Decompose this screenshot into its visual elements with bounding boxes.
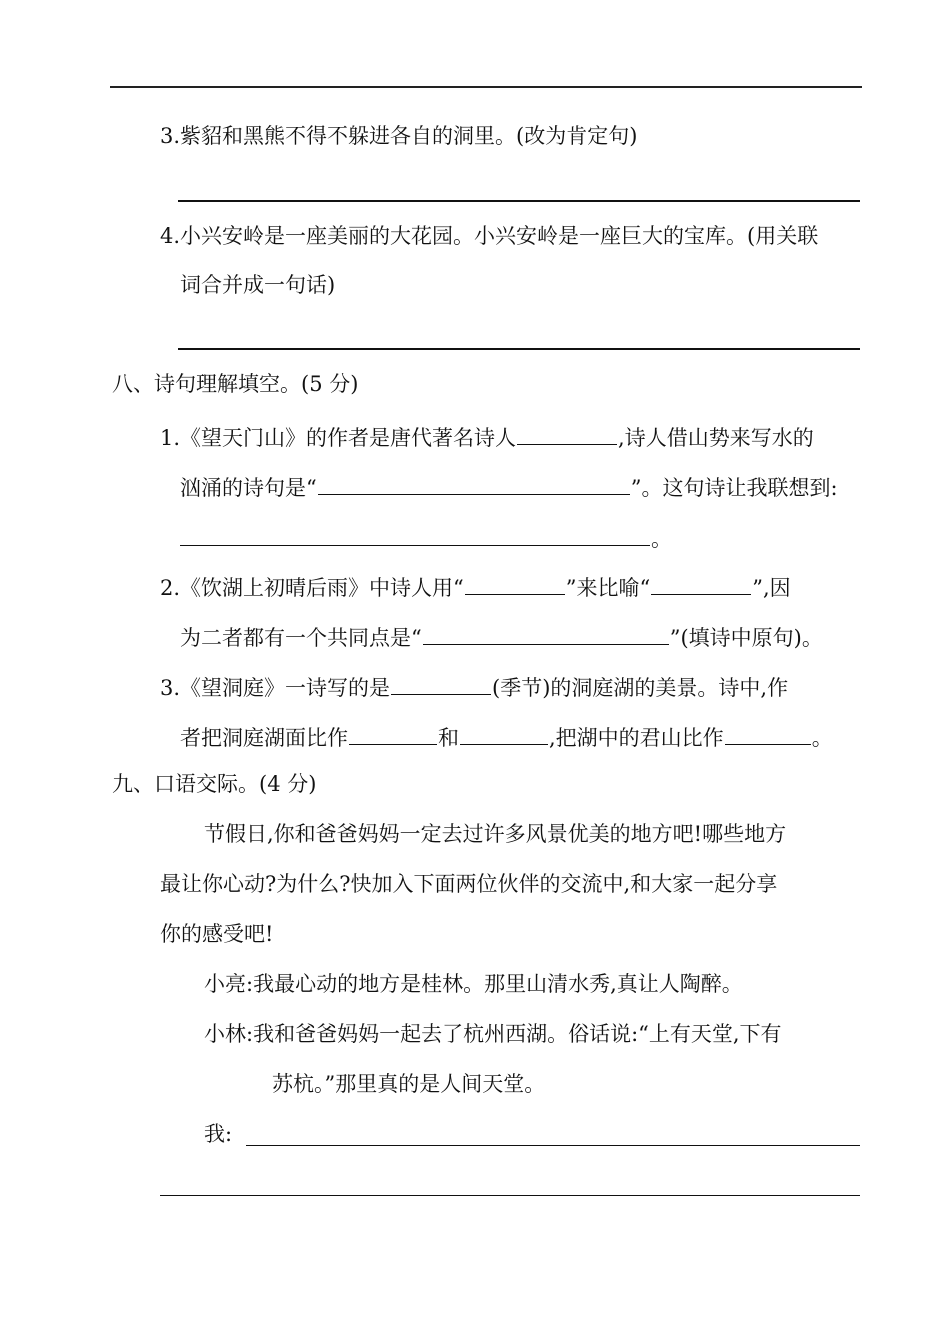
poet-blank[interactable]: [517, 420, 617, 445]
q8-item2-text-c: ”,因: [752, 576, 791, 600]
lake-compare-blank-1[interactable]: [349, 720, 437, 745]
q8-item2-text-d: 为二者都有一个共同点是“: [180, 626, 422, 650]
dialogue-me-label: 我:: [204, 1122, 233, 1146]
q7-item4-line1: 4.小兴安岭是一座美丽的大花园。小兴安岭是一座巨大的宝库。(用关联: [160, 224, 819, 248]
my-answer-line-2[interactable]: [160, 1195, 860, 1196]
poem-line-blank[interactable]: [318, 470, 630, 495]
q8-item1-text-a: 1.《望天门山》的作者是唐代著名诗人: [160, 426, 517, 450]
q7-item3-answer-line[interactable]: [178, 200, 860, 202]
q7-item4-answer-line[interactable]: [178, 348, 860, 350]
q8-item1-line1: [160, 420, 814, 450]
q8-item3-text-c: 者把洞庭湖面比作: [180, 726, 348, 750]
header-rule: [110, 86, 862, 88]
q7-item4-line2: 词合并成一句话): [180, 273, 336, 297]
q8-item1-line2: [180, 470, 838, 500]
q8-item2-text-e: ”(填诗中原句)。: [669, 626, 823, 650]
my-answer-line-1[interactable]: [246, 1145, 860, 1146]
metaphor-vehicle-blank[interactable]: [465, 570, 565, 595]
dialogue-xiaolin-line1: 小林:我和爸爸妈妈一起去了杭州西湖。俗话说:“上有天堂,下有: [204, 1022, 782, 1046]
q8-item1-text-e: 。: [651, 527, 672, 551]
dialogue-xiaoliang: 小亮:我最心动的地方是桂林。那里山清水秀,真让人陶醉。: [204, 972, 743, 996]
q7-item3: 3.紫貂和黑熊不得不躲进各自的洞里。(改为肯定句): [160, 124, 638, 148]
q8-item3-text-a: 3.《望洞庭》一诗写的是: [160, 676, 391, 700]
q8-item3-text-d: 和: [438, 726, 459, 750]
common-point-blank[interactable]: [423, 620, 669, 645]
q8-item3-text-f: 。: [811, 726, 833, 750]
q9-paragraph-line2: 最让你心动?为什么?快加入下面两位伙伴的交流中,和大家一起分享: [160, 872, 778, 896]
q8-item3-line1: [160, 670, 788, 700]
q8-item1-text-d: ”。这句诗让我联想到:: [630, 476, 838, 500]
dialogue-xiaolin-line2: 苏杭。”那里真的是人间天堂。: [272, 1072, 546, 1096]
q8-item1-text-c: 汹涌的诗句是“: [180, 476, 317, 500]
q8-item2-text-b: ”来比喻“: [565, 576, 651, 600]
section-9-title: 九、口语交际。(4 分): [112, 772, 317, 796]
q8-item2-line1: [160, 570, 791, 600]
junshan-compare-blank[interactable]: [725, 720, 811, 745]
association-blank[interactable]: [180, 521, 650, 546]
q8-item1-text-b: ,诗人借山势来写水的: [618, 426, 814, 450]
q8-item3-line2: [180, 720, 833, 750]
q8-item2-line2: [180, 620, 823, 650]
section-8-title: 八、诗句理解填空。(5 分): [112, 372, 359, 396]
q8-item2-text-a: 2.《饮湖上初晴后雨》中诗人用“: [160, 576, 464, 600]
season-blank[interactable]: [391, 670, 491, 695]
q8-item1-line3: [180, 521, 672, 551]
q9-paragraph-line1: 节假日,你和爸爸妈妈一定去过许多风景优美的地方吧!哪些地方: [204, 822, 787, 846]
q8-item3-text-e: ,把湖中的君山比作: [549, 726, 724, 750]
q8-item3-text-b: (季节)的洞庭湖的美景。诗中,作: [492, 676, 789, 700]
q9-paragraph-line3: 你的感受吧!: [160, 922, 274, 946]
lake-compare-blank-2[interactable]: [460, 720, 548, 745]
metaphor-tenor-blank[interactable]: [651, 570, 751, 595]
